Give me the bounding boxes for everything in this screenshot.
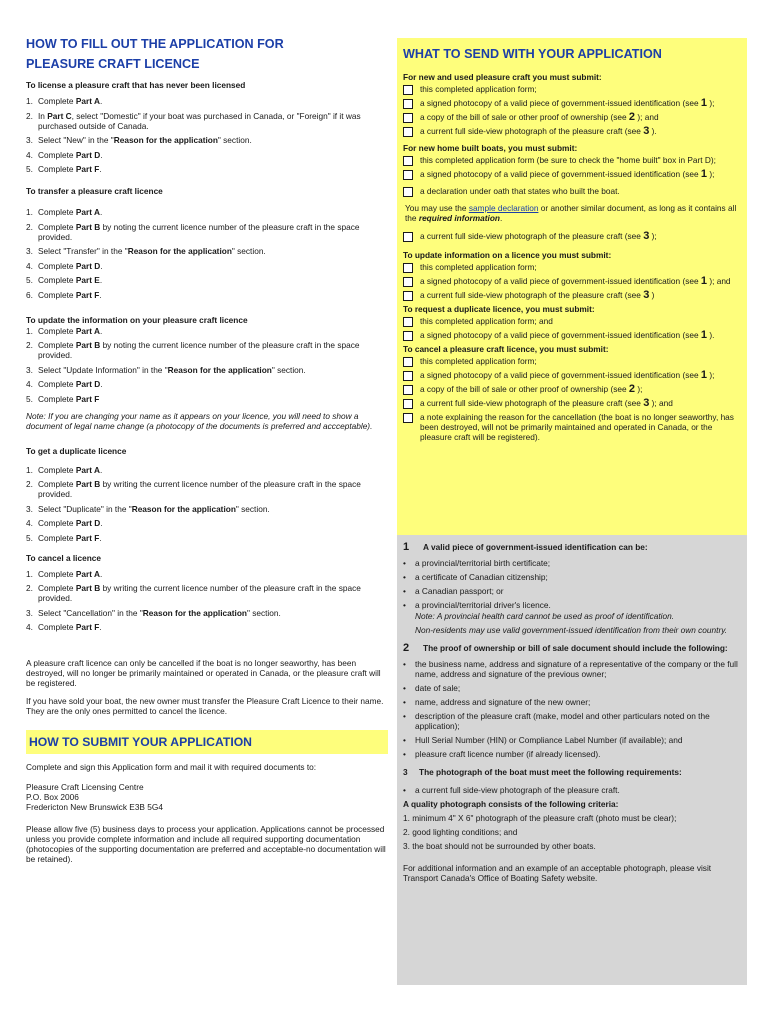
checklist-item[interactable]: a signed photocopy of a valid piece of government-issued identification (see 1 ). (403, 330, 741, 341)
step-item (26, 207, 388, 217)
checkbox[interactable] (403, 385, 413, 395)
step-text: Complete Part A. (38, 464, 103, 475)
step-text: Complete Part D. (38, 518, 103, 528)
step-text: Select "Update Information" in the "Reason for the application" section. (38, 364, 306, 375)
step-number: 5. (26, 532, 33, 543)
checklist-item[interactable]: this completed application form; (403, 84, 741, 95)
step-text: Complete Part F. (38, 622, 102, 632)
steps-list (26, 569, 388, 633)
step-number: 5. (26, 393, 33, 404)
step-item (26, 222, 388, 242)
checklist-item[interactable]: a signed photocopy of a valid piece of government-issued identification (see 1 ); (403, 370, 741, 381)
checklist-item[interactable]: this completed application form; and (403, 316, 741, 327)
section-duplicate (26, 446, 388, 543)
step-text: Complete Part F (38, 393, 100, 404)
step-number: 1. (26, 464, 33, 475)
step-item (26, 608, 388, 618)
checkbox[interactable] (403, 187, 413, 197)
step-text: Complete Part D. (38, 149, 103, 160)
step-text: Select "Cancellation" in the "Reason for the application" section. (38, 607, 281, 618)
step-item (26, 569, 388, 579)
section-heading: To transfer a pleasure craft licence (26, 186, 163, 196)
step-text: Select "Transfer" in the "Reason for the application" section. (38, 246, 266, 256)
step-item (26, 150, 388, 160)
section-new-licence (26, 80, 388, 174)
checkbox[interactable] (403, 291, 413, 301)
criteria-item: 2. good lighting conditions; and (403, 827, 518, 837)
duplicate-heading: To request a duplicate licence, you must submit: (403, 304, 595, 314)
checklist-item[interactable]: this completed application form; (403, 262, 741, 273)
id-heading: 1 A valid piece of government-issued identification can be: (403, 541, 648, 553)
checklist-item[interactable]: a current full side-view photograph of the pleasure craft (see 3 ); (403, 231, 741, 242)
step-number: 1. (26, 96, 33, 106)
photo-heading: 3 The photograph of the boat must meet the following requirements: (403, 767, 682, 777)
update-heading: To update information on a licence you must submit: (403, 250, 612, 260)
what-to-send-title: WHAT TO SEND WITH YOUR APPLICATION (403, 47, 662, 61)
section-heading: To license a pleasure craft that has never been licensed (26, 80, 246, 90)
step-number: 5. (26, 164, 33, 174)
submit-intro: Complete and sign this Application form and mail it with required documents to: (26, 762, 317, 772)
address-line: P.O. Box 2006 (26, 792, 79, 802)
step-item (26, 622, 388, 632)
bullet-item: • a Canadian passport; or (403, 586, 504, 596)
checkbox[interactable] (403, 413, 413, 423)
step-text: Complete Part B by writing the current licence number of the pleasure craft in the space provided. (38, 479, 361, 499)
step-number: 3. (26, 607, 33, 618)
checklist-item[interactable]: a declaration under oath that states who built the boat. (403, 186, 741, 197)
address-line: Pleasure Craft Licensing Centre (26, 782, 144, 792)
step-number: 4. (26, 622, 33, 632)
right-column (397, 38, 747, 985)
step-text: Complete Part F. (38, 164, 102, 174)
checklist-item[interactable]: a signed photocopy of a valid piece of government-issued identification (see 1 ); (403, 98, 741, 109)
non-resident-note: Non-residents may use valid government-issued identification from their own country. (415, 625, 728, 635)
step-item (26, 246, 388, 256)
step-item (26, 164, 388, 174)
step-text: Complete Part A. (38, 96, 103, 106)
step-number: 4. (26, 379, 33, 389)
step-item (26, 479, 388, 499)
checklist-item[interactable]: a current full side-view photograph of the pleasure craft (see 3 ). (403, 126, 741, 137)
checklist-item[interactable]: a signed photocopy of a valid piece of government-issued identification (see 1 ); and (403, 276, 741, 287)
step-text: Complete Part B by noting the current licence number of the pleasure craft in the space provided. (38, 221, 360, 242)
step-item (26, 533, 388, 543)
step-number: 1. (26, 325, 33, 336)
step-item (26, 96, 388, 106)
checkbox[interactable] (403, 85, 413, 95)
page-title (26, 34, 388, 74)
section-heading: To get a duplicate licence (26, 445, 127, 456)
bullet-item: • name, address and signature of the new owner; (403, 697, 591, 707)
step-text: Select "New" in the "Reason for the application" section. (38, 135, 252, 145)
step-item (26, 290, 388, 300)
checklist-item[interactable]: a signed photocopy of a valid piece of government-issued identification (see 1 ); (403, 169, 741, 180)
section-heading: To update the information on your pleasure craft licence (26, 314, 248, 325)
step-number: 3. (26, 246, 33, 256)
checkbox[interactable] (403, 127, 413, 137)
checklist-item[interactable]: this completed application form; (403, 356, 741, 367)
more-info-text: For additional information and an example of an acceptable photograph, please visit Transport Canada's Office of Boating Safety website. (403, 863, 712, 883)
criteria-item: 3. the boat should not be surrounded by other boats. (403, 841, 596, 851)
step-number: 4. (26, 149, 33, 160)
checklist-item[interactable]: a current full side-view photograph of the pleasure craft (see 3 ); and (403, 398, 741, 409)
checkbox[interactable] (403, 156, 413, 166)
address-line: Fredericton New Brunswick E3B 5G4 (26, 802, 163, 812)
checkbox[interactable] (403, 277, 413, 287)
checkbox[interactable] (403, 232, 413, 242)
step-text: Complete Part F. (38, 532, 102, 543)
step-text: Complete Part A. (38, 325, 103, 336)
step-number: 3. (26, 364, 33, 375)
cancel-heading: To cancel a pleasure craft licence, you must submit: (403, 344, 609, 354)
step-item (26, 394, 388, 404)
bullet-item: • pleasure craft licence number (if already licensed). (403, 749, 601, 759)
submit-heading-box (26, 730, 388, 754)
checkbox[interactable] (403, 263, 413, 273)
step-number: 1. (26, 568, 33, 579)
step-item (26, 275, 388, 285)
step-text: Complete Part D. (38, 260, 103, 271)
checkbox[interactable] (403, 357, 413, 367)
proof-heading: 2 The proof of ownership or bill of sale document should include the following: (403, 642, 728, 654)
name-change-note: Note: If you are changing your name as it appears on your licence, you will need to show a document of legal name change (a photocopy of the documents is preferred and accceptable). (26, 410, 373, 431)
bullet-item: • date of sale; (403, 683, 461, 693)
step-number: 5. (26, 275, 33, 285)
step-text: Complete Part A. (38, 568, 103, 579)
step-item (26, 465, 388, 475)
page-title-line-1: HOW TO FILL OUT THE APPLICATION FOR (26, 37, 284, 51)
step-item (26, 518, 388, 528)
bullet-item: • the business name, address and signature of a representative of the company or the full name, address and signature of the previous owner; (403, 659, 738, 679)
criteria-heading: A quality photograph consists of the following criteria: (403, 799, 619, 809)
step-number: 3. (26, 135, 33, 145)
section-heading: To cancel a licence (26, 552, 102, 563)
step-item (26, 261, 388, 271)
step-item (26, 135, 388, 145)
bullet-item: • a current full side-view photograph of the pleasure craft. (403, 785, 620, 795)
step-text: Complete Part D. (38, 379, 103, 389)
home-built-heading: For new home built boats, you must submit: (403, 143, 578, 153)
criteria-item: 1. minimum 4" X 6" photograph of the pleasure craft (photo must be clear); (403, 813, 677, 823)
checklist-item[interactable]: a note explaining the reason for the cancellation (the boat is no longer seaworthy, has been destroyed, will not be primarily maintained and operated in Canada, or the pleasure craft will be registered). (403, 412, 741, 442)
health-card-note: Note: A provincial health card cannot be used as proof of identification. (415, 611, 675, 621)
step-number: 2. (26, 221, 33, 232)
submit-title: HOW TO SUBMIT YOUR APPLICATION (29, 735, 252, 749)
step-text: In Part C, select "Domestic" if your boat was purchased in Canada, or "Foreign" if it was purchased outside of Canada. (38, 110, 361, 131)
section-transfer (26, 186, 388, 300)
requirements-panel (397, 535, 747, 985)
bullet-item: • a provincial/territorial birth certificate; (403, 558, 551, 568)
step-text: Complete Part E. (38, 275, 103, 285)
step-item (26, 340, 388, 360)
page-title-line-2: PLEASURE CRAFT LICENCE (26, 57, 200, 71)
step-number: 2. (26, 340, 33, 350)
bullet-item: • Hull Serial Number (HIN) or Compliance Label Number (if available); and (403, 735, 683, 745)
step-number: 1. (26, 207, 33, 217)
checklist-item[interactable]: a copy of the bill of sale or other proof of ownership (see 2 ); and (403, 112, 741, 123)
step-text: Complete Part B by writing the current licence number of the pleasure craft in the space provided. (38, 583, 361, 603)
step-item (26, 504, 388, 514)
checkbox[interactable] (403, 331, 413, 341)
steps-list (26, 326, 388, 404)
step-text: Complete Part B by noting the current licence number of the pleasure craft in the space provided. (38, 340, 360, 360)
sample-declaration-link[interactable]: sample declaration (468, 203, 539, 213)
step-item (26, 326, 388, 336)
left-column (26, 34, 388, 864)
step-text: Complete Part F. (38, 289, 102, 300)
bullet-item: • a certificate of Canadian citizenship; (403, 572, 548, 582)
processing-note: Please allow five (5) business days to process your application. Applications cannot be processed unless you provide complete information and include all required supporting documentation (photocopies of the supporting documentation are preferred and acceptable-no documentation will be retained). (26, 824, 386, 864)
step-number: 2. (26, 110, 33, 121)
what-to-send-panel (397, 38, 747, 535)
checkbox[interactable] (403, 99, 413, 109)
bullet-item: • description of the pleasure craft (make, model and other particulars noted on the application); (403, 711, 710, 731)
bullet-item: • a provincial/territorial driver's licence. (403, 600, 551, 610)
step-number: 4. (26, 260, 33, 271)
step-number: 2. (26, 479, 33, 489)
checkbox[interactable] (403, 113, 413, 123)
step-number: 3. (26, 503, 33, 514)
step-item (26, 379, 388, 389)
sold-paragraph: If you have sold your boat, the new owner must transfer the Pleasure Craft Licence to their name. They are the only ones permitted to cancel the licence. (26, 696, 384, 716)
checkbox[interactable] (403, 371, 413, 381)
step-number: 2. (26, 583, 33, 593)
mailing-address (26, 782, 388, 812)
section-cancel (26, 553, 388, 633)
steps-list (26, 465, 388, 543)
steps-list (26, 96, 388, 174)
step-number: 6. (26, 289, 33, 300)
checkbox[interactable] (403, 317, 413, 327)
checklist-item[interactable]: this completed application form (be sure to check the "home built" box in Part D); (403, 155, 741, 166)
checkbox[interactable] (403, 399, 413, 409)
step-item (26, 583, 388, 603)
checklist-item[interactable]: a copy of the bill of sale or other proof of ownership (see 2 ); (403, 384, 741, 395)
checkbox[interactable] (403, 170, 413, 180)
section-update (26, 315, 388, 431)
step-item (26, 111, 388, 131)
step-text: Complete Part A. (38, 207, 103, 217)
steps-list (26, 207, 388, 300)
cancel-paragraph: A pleasure craft licence can only be cancelled if the boat is no longer seaworthy, has been destroyed, will no longer be primarily maintained or operated in Canada, or the pleasure craft will be registered. (26, 658, 381, 688)
sample-declaration-text: You may use the sample declaration or another similar document, as long as it contains all the required information. (405, 203, 737, 223)
step-number: 4. (26, 518, 33, 528)
checklist-item[interactable]: a current full side-view photograph of the pleasure craft (see 3 ) (403, 290, 741, 301)
new-used-heading: For new and used pleasure craft you must submit: (403, 72, 602, 82)
step-item (26, 365, 388, 375)
step-text: Select "Duplicate" in the "Reason for the application" section. (38, 503, 270, 514)
